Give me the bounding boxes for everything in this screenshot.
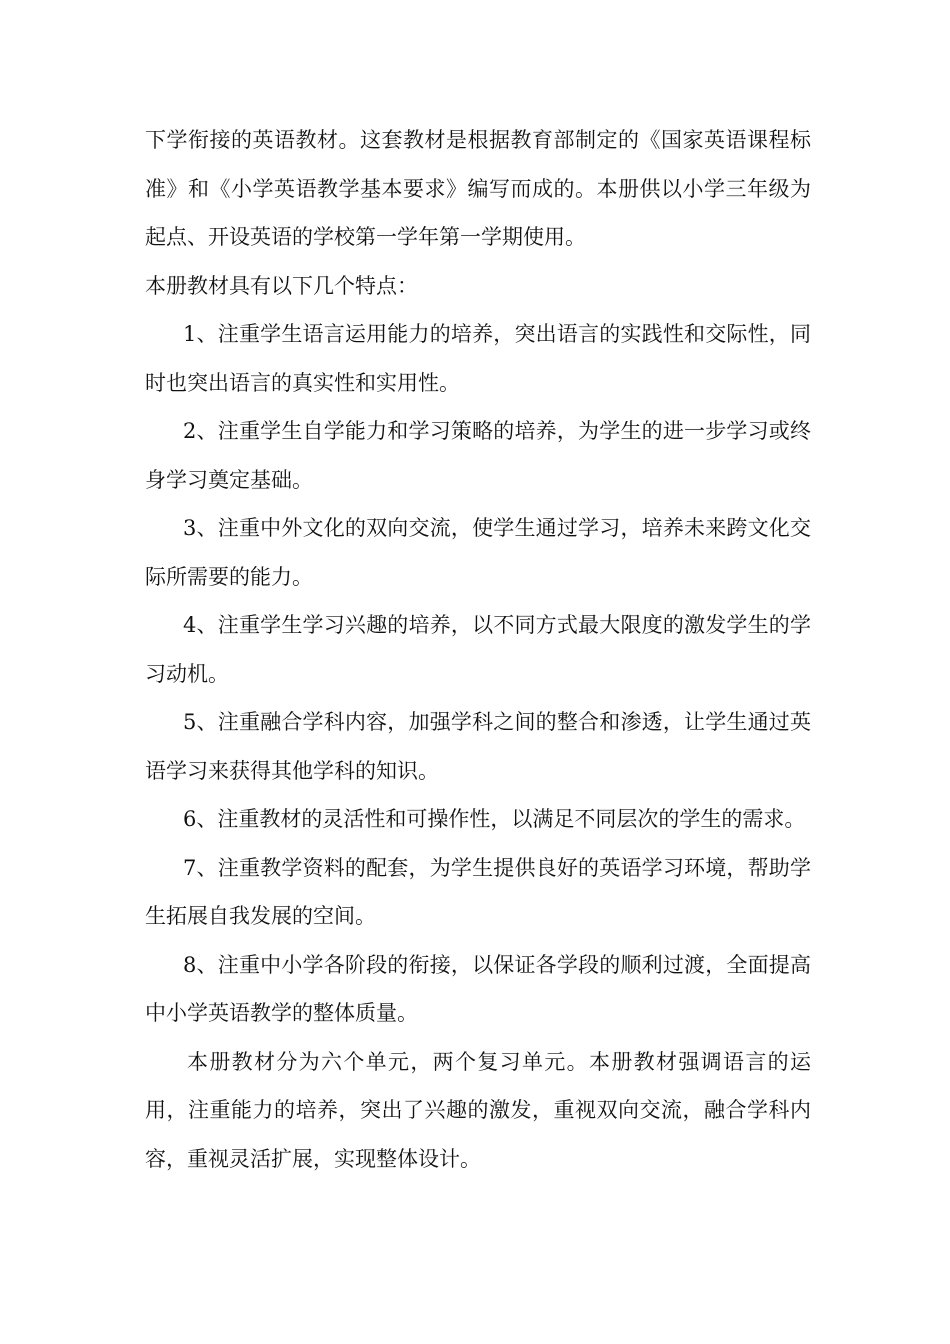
closing-paragraph: 本册教材分为六个单元，两个复习单元。本册教材强调语言的运用，注重能力的培养，突出了兴趣的激发，重视双向交流，融合学科内容，重视灵活扩展，实现整体设计。	[145, 1049, 811, 1171]
feature-item-8: 8、注重中小学各阶段的衔接，以保证各学段的顺利过渡，全面提高中小学英语教学的整体质量。	[145, 952, 811, 1025]
feature-item-6: 6、注重教材的灵活性和可操作性，以满足不同层次的学生的需求。	[183, 807, 806, 831]
feature-item-3: 3、注重中外文化的双向交流，使学生通过学习，培养未来跨文化交际所需要的能力。	[145, 516, 811, 589]
feature-item-1: 1、注重学生语言运用能力的培养，突出语言的实践性和交际性，同时也突出语言的真实性和实用性。	[145, 322, 811, 395]
feature-item-4: 4、注重学生学习兴趣的培养，以不同方式最大限度的激发学生的学习动机。	[145, 613, 811, 686]
features-heading: 本册教材具有以下几个特点：	[145, 273, 418, 298]
feature-item-2: 2、注重学生自学能力和学习策略的培养，为学生的进一步学习或终身学习奠定基础。	[145, 419, 811, 492]
feature-item-7: 7、注重教学资料的配套，为学生提供良好的英语学习环境，帮助学生拓展自我发展的空间。	[145, 855, 811, 928]
intro-paragraph: 下学衔接的英语教材。这套教材是根据教育部制定的《国家英语课程标准》和《小学英语教学基本要求》编写而成的。本册供以小学三年级为起点、开设英语的学校第一学年第一学期使用。	[145, 128, 811, 249]
feature-item-5: 5、注重融合学科内容，加强学科之间的整合和渗透，让学生通过英语学习来获得其他学科的知识。	[145, 710, 811, 783]
document-body	[145, 116, 811, 1183]
